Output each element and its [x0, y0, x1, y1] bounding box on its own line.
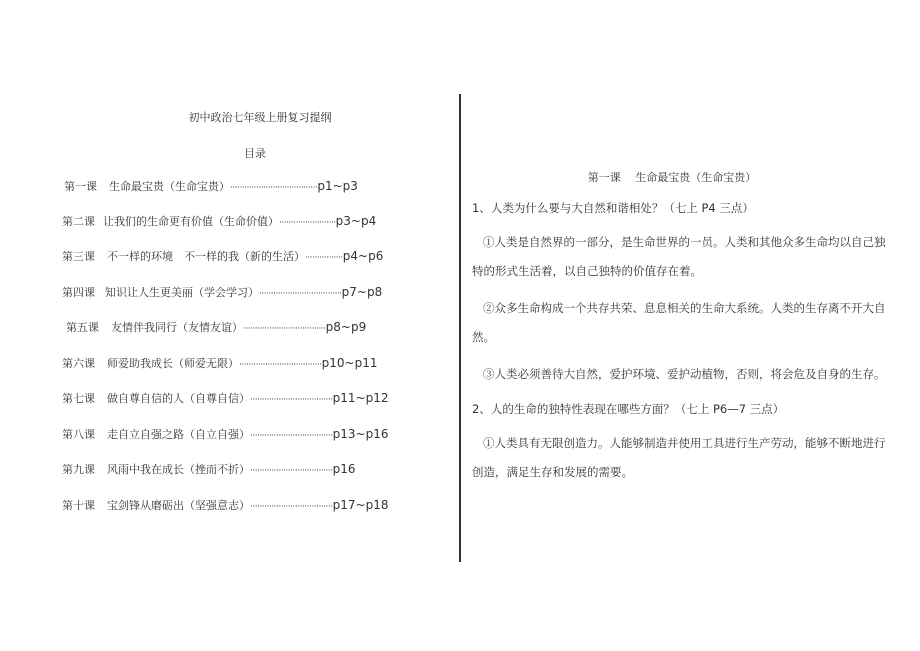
question-1: 1、人类为什么要与大自然和谐相处？（七上 P4 三点） [472, 201, 754, 215]
toc-lesson-title: 让我们的生命更有价值（生命价值） [103, 215, 279, 228]
toc-lesson-number: 第二课 [62, 215, 95, 228]
toc-lesson-number: 第三课 [62, 250, 95, 263]
toc-lesson-number: 第七课 [62, 392, 95, 405]
toc-page-range: p1~p3 [317, 179, 358, 193]
answer-paragraph: ①人类具有无限创造力。人能够制造并使用工具进行生产劳动，能够不断地进行创造，满足生存和发展的需要。 [472, 436, 886, 479]
toc-page-range: p10~p11 [321, 356, 378, 370]
toc-lesson-title: 生命最宝贵（生命宝贵） [109, 180, 230, 193]
toc-item [62, 459, 356, 479]
toc-item [64, 176, 358, 196]
toc-lesson-title: 走自立自强之路（自立自强） [107, 428, 250, 441]
toc-leader-dots: ··································· [250, 431, 333, 441]
toc-page-range: p4~p6 [342, 249, 384, 263]
toc-page-range: p7~p8 [341, 285, 383, 299]
toc-item [62, 424, 388, 444]
toc-lesson-number: 第五课 [66, 321, 99, 334]
column-divider [459, 94, 461, 562]
toc-item [66, 317, 366, 337]
toc-item [62, 282, 382, 302]
toc-lesson-title: 做自尊自信的人（自尊自信） [107, 392, 250, 405]
toc-lesson-title: 知识让人生更美丽（学会学习） [105, 286, 259, 299]
toc-heading: 目录 [244, 147, 266, 160]
toc-lesson-number: 第十课 [62, 499, 95, 512]
lesson-content [472, 166, 892, 495]
toc-page-range: p17~p18 [332, 498, 389, 512]
toc-page-range: p8~p9 [325, 320, 367, 334]
toc-leader-dots: ················ [305, 253, 343, 263]
toc-lesson-number: 第四课 [62, 286, 95, 299]
toc-lesson-number: 第六课 [62, 357, 95, 370]
toc-leader-dots: ··································· [243, 324, 326, 334]
toc-item [62, 353, 377, 373]
toc-page-range: p11~p12 [332, 391, 389, 405]
toc-item [62, 388, 388, 408]
toc-leader-dots: ··································· [239, 360, 322, 370]
question-2: 2、人的生命的独特性表现在哪些方面？（七上 P6—7 三点） [472, 402, 785, 416]
toc-page-range: p16 [332, 462, 356, 476]
toc-leader-dots: ··································· [250, 395, 333, 405]
toc-leader-dots: ··································· [250, 502, 333, 512]
toc-leader-dots: ··································· [250, 466, 333, 476]
toc-page-range: p3~p4 [335, 214, 377, 228]
toc-lesson-number: 第一课 [64, 180, 97, 193]
toc-lesson-title: 风雨中我在成长（挫而不折） [107, 463, 250, 476]
toc-leader-dots: ····································· [230, 183, 318, 193]
toc-lesson-title: 友情伴我同行（友情友谊） [111, 321, 243, 334]
answer-paragraph: ②众多生命构成一个共存共荣、息息相关的生命大系统。人类的生存离不开大自然。 [472, 301, 886, 344]
answer-paragraph: ①人类是自然界的一部分，是生命世界的一员。人类和其他众多生命均以自己独特的形式生活着，以自己独特的价值存在着。 [472, 235, 886, 278]
document-title: 初中政治七年级上册复习提纲 [188, 111, 332, 124]
answer-paragraph: ③人类必须善待大自然，爱护环境、爱护动植物，否则，将会危及自身的生存。 [483, 367, 886, 381]
toc-item [62, 495, 388, 515]
toc-item [62, 211, 376, 231]
toc-lesson-title: 不一样的环境 不一样的我（新的生活） [107, 250, 305, 263]
toc-lesson-title: 宝剑锋从磨砺出（坚强意志） [107, 499, 250, 512]
lesson-heading: 第一课 生命最宝贵（生命宝贵） [587, 171, 757, 184]
toc-page-range: p13~p16 [332, 427, 389, 441]
toc-leader-dots: ··································· [259, 289, 342, 299]
toc-lesson-number: 第九课 [62, 463, 95, 476]
toc-leader-dots: ························ [279, 218, 336, 228]
toc-lesson-number: 第八课 [62, 428, 95, 441]
toc-lesson-title: 师爱助我成长（师爱无限） [107, 357, 239, 370]
toc-item [62, 246, 383, 266]
